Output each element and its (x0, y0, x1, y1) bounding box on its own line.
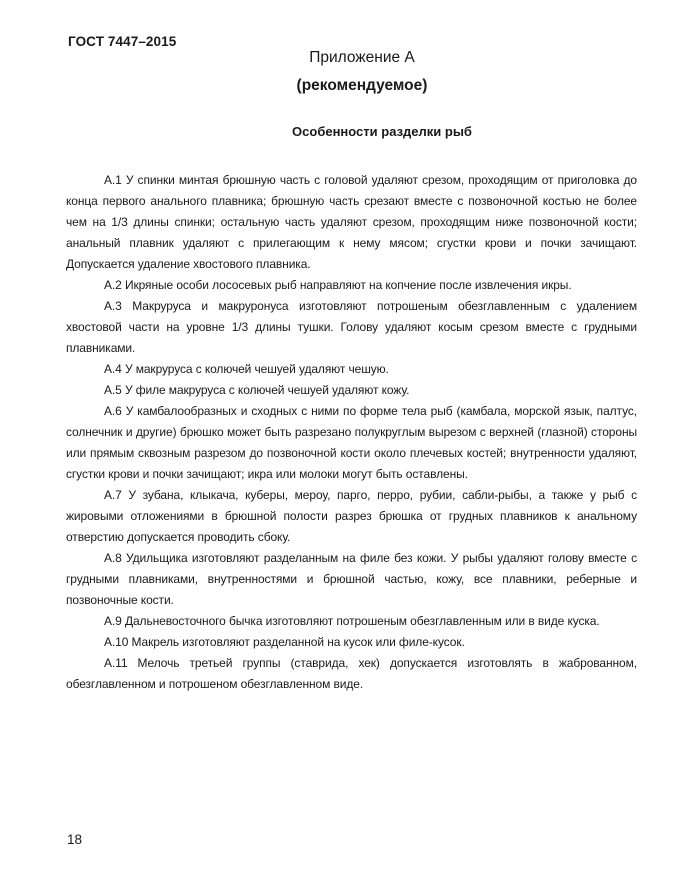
page-number: 18 (67, 832, 83, 847)
annex-body (66, 170, 637, 695)
paragraph-a11: А.11 Мелочь третьей группы (ставрида, хек) допускается изготовлять в жаброванном, обезглавленном и потрошеном обезглавленном виде. (66, 656, 637, 691)
paragraph-a8: А.8 Удильщика изготовляют разделанным на филе без кожи. У рыбы удаляют голову вместе с грудными плавниками, внутренностями и брюшной частью, кожу, все плавники, реберные и позвоночные кости. (66, 551, 637, 607)
section-title: Особенности разделки рыб (292, 124, 472, 139)
paragraph-a6: А.6 У камбалообразных и сходных с ними по форме тела рыб (камбала, морской язык, палтус, солнечник и другие) брюшко может быть разрезано полукруглым вырезом с верхней (глазной) стороны или прямым сквозным разрезом до позвоночной кости около плечевых костей; внутренности удаляют, сгустки крови и почки зачищают; икра или молоки могут быть оставлены. (66, 404, 637, 481)
paragraph-a5: А.5 У филе макруруса с колючей чешуей удаляют кожу. (104, 383, 410, 397)
paragraph-a10: А.10 Макрель изготовляют разделанной на кусок или филе-кусок. (104, 635, 465, 649)
paragraph-a2: А.2 Икряные особи лососевых рыб направляют на копчение после извлечения икры. (104, 278, 572, 292)
document-code: ГОСТ 7447–2015 (68, 34, 177, 49)
annex-title: Приложение А (309, 49, 415, 66)
paragraph-a3: А.3 Макруруса и макруронуса изготовляют потрошеным обезглавленным с удалением хвостовой части на уровне 1/3 длины тушки. Голову удаляют косым срезом вместе с грудными плавниками. (66, 299, 637, 355)
paragraph-a9: А.9 Дальневосточного бычка изготовляют потрошеным обезглавленным или в виде куска. (104, 614, 600, 628)
annex-subtitle: (рекомендуемое) (296, 77, 428, 94)
paragraph-a7: А.7 У зубана, клыкача, куберы, мероу, парго, перро, рубии, сабли-рыбы, а также у рыб с жировыми отложениями в брюшной полости разрез брюшка от грудных плавников к анальному отверстию допускается проводить сбоку. (66, 488, 637, 544)
paragraph-a4: А.4 У макруруса с колючей чешуей удаляют чешую. (104, 362, 389, 376)
paragraph-a1: А.1 У спинки минтая брюшную часть с головой удаляют срезом, проходящим от приголовка до конца первого анального плавника; брюшную часть срезают вместе с позвоночной костью не более чем на 1/3 длины спинки; остальную часть удаляют срезом, проходящим ниже позвоночной кости; анальный плавник удаляют с прилегающим к нему мясом; сгустки крови и почки зачищают. Допускается удаление хвостового плавника. (66, 173, 637, 271)
